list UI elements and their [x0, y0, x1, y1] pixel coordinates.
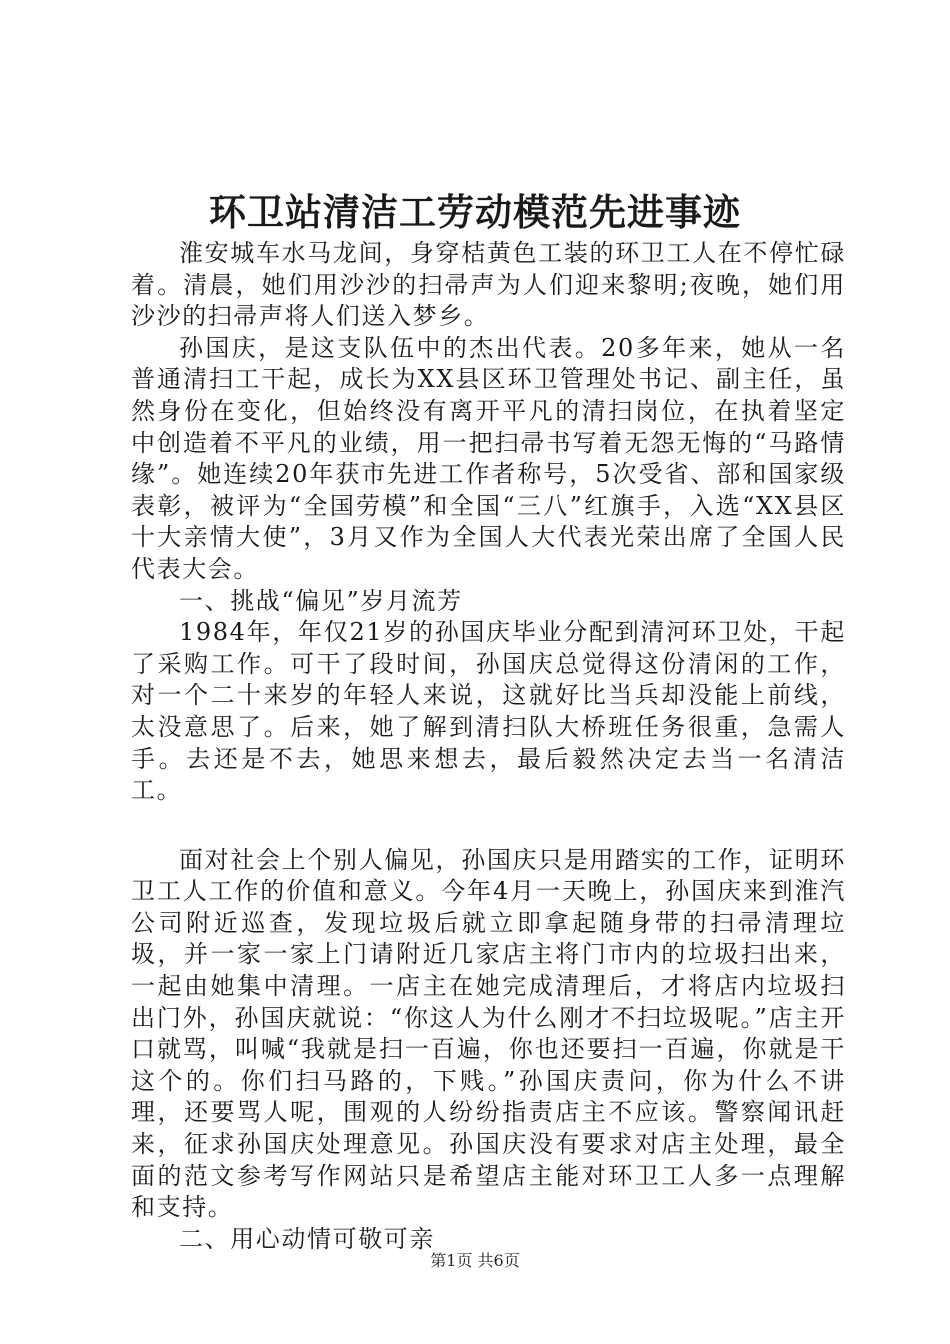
page-footer: 第1页 共6页 — [430, 1251, 520, 1270]
paragraph-prejudice: 面对社会上个别人偏见，孙国庆只是用踏实的工作，证明环卫工人工作的价值和意义。今年4月一天晚上，孙国庆来到淮汽公司附近巡查，发现垃圾后就立即拿起随身带的扫帚清理垃圾，并一家一家上门请附近几家店主将门市内的垃圾扫出来，一起由她集中清理。一店主在她完成清理后，才将店内垃圾扫出门外，孙国庆就说：“你这人为什么刚才不扫垃圾呢。”店主开口就骂，叫喊“我就是扫一百遍，你也还要扫一百遍，你就是干这个的。你们扫马路的，下贱。”孙国庆责问，你为什么不讲理，还要骂人呢，围观的人纷纷指责店主不应该。警察闻讯赶来，征求孙国庆处理意见。孙国庆没有要求对店主处理，最全面的范文参考写作网站只是希望店主能对环卫工人多一点理解和支持。 — [131, 845, 846, 1222]
paragraph-spacer — [131, 807, 846, 845]
document-body — [131, 238, 846, 1255]
document-title: 环卫站清洁工劳动模范先进事迹 — [209, 190, 741, 234]
paragraph-1984: 1984年，年仅21岁的孙国庆毕业分配到清河环卫处，干起了采购工作。可干了段时间，孙国庆总觉得这份清闲的工作，对一个二十来岁的年轻人来说，这就好比当兵却没能上前线，太没意思了。后来，她了解到清扫队大桥班任务很重，急需人手。去还是不去，她思来想去，最后毅然决定去当一名清洁工。 — [131, 618, 846, 805]
section-heading-1: 一、挑战“偏见”岁月流芳 — [179, 586, 463, 615]
section-heading-2: 二、用心动情可敬可亲 — [179, 1224, 435, 1253]
paragraph-profile: 孙国庆，是这支队伍中的杰出代表。20多年来，她从一名普通清扫工干起，成长为XX县区环卫管理处书记、副主任，虽然身份在变化，但始终没有离开平凡的清扫岗位，在执着坚定中创造着不平凡的业绩，用一把扫帚书写着无怨无悔的“马路情缘”。她连续20年获市先进工作者称号，5次受省、部和国家级表彰，被评为“全国劳模”和全国“三八”红旗手，入选“XX县区十大亲情大使”，3月又作为全国人大代表光荣出席了全国人民代表大会。 — [131, 333, 846, 583]
paragraph-intro: 淮安城车水马龙间，身穿桔黄色工装的环卫工人在不停忙碌着。清晨，她们用沙沙的扫帚声为人们迎来黎明;夜晚，她们用沙沙的扫帚声将人们送入梦乡。 — [131, 239, 846, 331]
